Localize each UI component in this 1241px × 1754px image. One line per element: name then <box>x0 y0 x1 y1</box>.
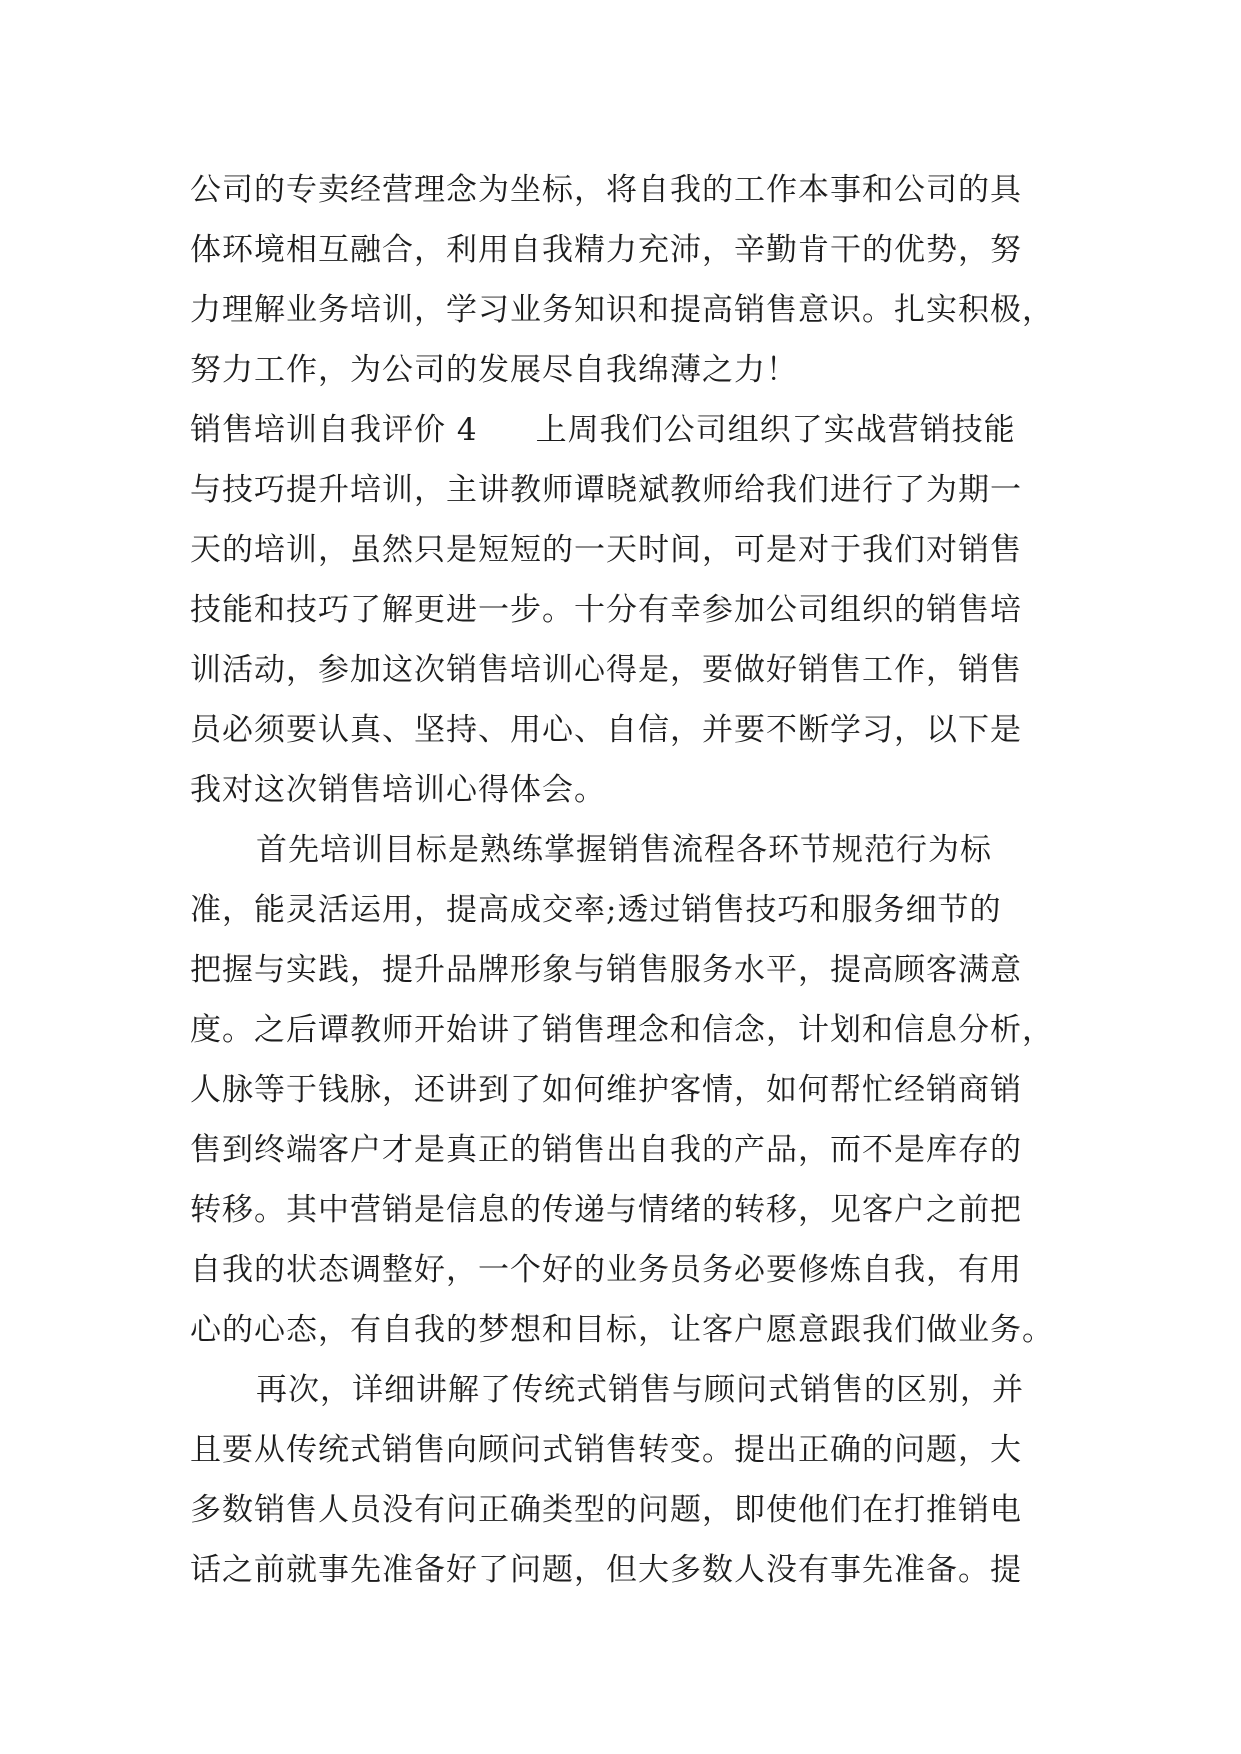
text-line: 努力工作，为公司的发展尽自我绵薄之力！ <box>190 352 798 388</box>
text-line: 员必须要认真、坚持、用心、自信，并要不断学习，以下是 <box>190 712 1022 748</box>
paragraph-training-goals <box>190 820 1058 1360</box>
section-first-line-text: 上周我们公司组织了实战营销技能 <box>535 412 1016 448</box>
text-line: 度。之后谭教师开始讲了销售理念和信念，计划和信息分析， <box>190 1012 1054 1048</box>
paragraph-sales-comparison <box>190 1360 1058 1600</box>
text-line: 转移。其中营销是信息的传递与情绪的转移，见客户之前把 <box>190 1192 1022 1228</box>
section-heading: 销售培训自我评价 4 <box>190 412 478 448</box>
text-line: 力理解业务培训，学习业务知识和提高销售意识。扎实积极， <box>190 292 1054 328</box>
text-line: 准，能灵活运用，提高成交率;透过销售技巧和服务细节的 <box>190 892 1002 928</box>
text-line: 且要从传统式销售向顾问式销售转变。提出正确的问题，大 <box>190 1432 1022 1468</box>
paragraph-continuation <box>190 160 1058 400</box>
text-line: 话之前就事先准备好了问题，但大多数人没有事先准备。提 <box>190 1552 1022 1588</box>
text-line: 人脉等于钱脉，还讲到了如何维护客情，如何帮忙经销商销 <box>190 1072 1022 1108</box>
text-line: 技能和技巧了解更进一步。十分有幸参加公司组织的销售培 <box>190 592 1022 628</box>
text-line: 首先培训目标是熟练掌握销售流程各环节规范行为标 <box>256 832 992 868</box>
text-line: 心的心态，有自我的梦想和目标，让客户愿意跟我们做业务。 <box>190 1312 1054 1348</box>
text-line: 训活动，参加这次销售培训心得是，要做好销售工作，销售 <box>190 652 1022 688</box>
text-line: 与技巧提升培训，主讲教师谭晓斌教师给我们进行了为期一 <box>190 472 1022 508</box>
text-line: 公司的专卖经营理念为坐标，将自我的工作本事和公司的具 <box>190 172 1022 208</box>
paragraph-section-4 <box>190 400 1058 820</box>
text-line: 天的培训，虽然只是短短的一天时间，可是对于我们对销售 <box>190 532 1022 568</box>
text-line: 多数销售人员没有问正确类型的问题，即使他们在打推销电 <box>190 1492 1022 1528</box>
text-line: 我对这次销售培训心得体会。 <box>190 772 606 808</box>
text-line: 体环境相互融合，利用自我精力充沛，辛勤肯干的优势，努 <box>190 232 1022 268</box>
text-line: 把握与实践，提升品牌形象与销售服务水平，提高顾客满意 <box>190 952 1022 988</box>
document-body <box>190 160 1058 1600</box>
text-line <box>190 400 1058 460</box>
text-line: 再次，详细讲解了传统式销售与顾问式销售的区别，并 <box>256 1372 1024 1408</box>
text-line: 自我的状态调整好，一个好的业务员务必要修炼自我，有用 <box>190 1252 1022 1288</box>
text-line: 售到终端客户才是真正的销售出自我的产品，而不是库存的 <box>190 1132 1022 1168</box>
